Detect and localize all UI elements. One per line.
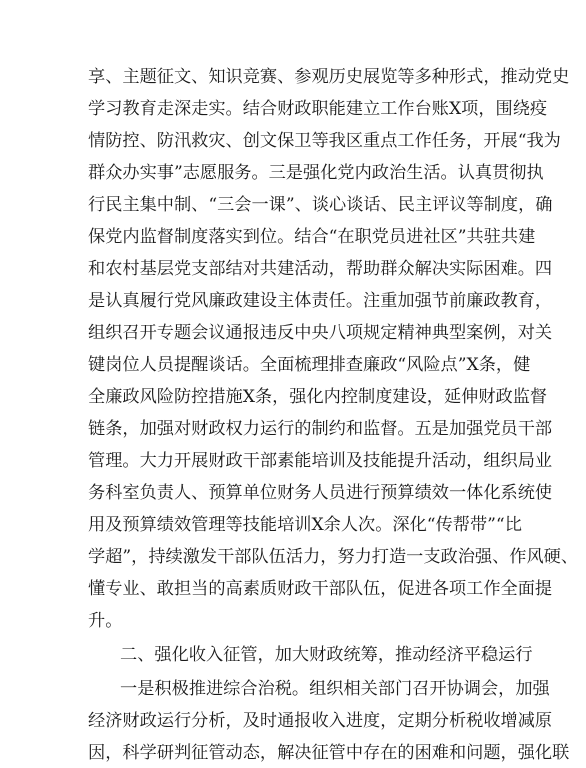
body-line-5: 行民主集中制、“三会一课”、谈心谈话、民主评议等制度，确 [88, 195, 553, 215]
body-line-8: 是认真履行党风廉政建设主体责任。注重加强节前廉政教育， [88, 291, 553, 311]
body-line-7: 和农村基层党支部结对共建活动，帮助群众解决实际困难。四 [88, 259, 553, 279]
body-line-17: 懂专业、敢担当的高素质财政干部队伍，促进各项工作全面提 [88, 579, 553, 599]
body-line-9: 组织召开专题会议通报违反中央八项规定精神典型案例，对关 [88, 323, 553, 343]
body-line-3: 情防控、防汛救灾、创文保卫等我区重点工作任务，开展“我为 [88, 131, 561, 151]
body-line-13: 管理。大力开展财政干部素能培训及技能提升活动，组织局业 [88, 451, 553, 471]
body-line-14: 务科室负责人、预算单位财务人员进行预算绩效一体化系统使 [88, 483, 553, 503]
body-line-1: 享、主题征文、知识竞赛、参观历史展览等多种形式，推动党史 [88, 67, 570, 87]
body-line-4: 群众办实事”志愿服务。三是强化党内政治生活。认真贯彻执 [88, 163, 544, 183]
section-line-2: 经济财政运行分析，及时通报收入进度，定期分析税收增减原 [88, 711, 553, 731]
body-line-15: 用及预算绩效管理等技能培训X余人次。深化“传帮带”“比 [88, 515, 522, 535]
body-line-11: 全廉政风险防控措施X条，强化内控制度建设，延伸财政监督 [88, 387, 548, 407]
body-line-18: 升。 [88, 611, 123, 631]
section-line-3: 因，科学研判征管动态，解决征管中存在的困难和问题，强化联 [88, 743, 570, 763]
body-line-6: 保党内监督制度落实到位。结合“在职党员进社区”共驻共建 [88, 227, 536, 247]
section-heading: 二、强化收入征管，加大财政统筹，推动经济平稳运行 [120, 645, 533, 665]
body-line-12: 链条，加强对财政权力运行的制约和监督。五是加强党员干部 [88, 419, 553, 439]
body-line-2: 学习教育走深走实。结合财政职能建立工作台账X项，围绕疫 [88, 99, 548, 119]
section-line-1: 一是积极推进综合治税。组织相关部门召开协调会，加强 [120, 679, 550, 699]
body-line-16: 学超”，持续激发干部队伍活力，努力打造一支政治强、作风硬、 [88, 547, 579, 567]
body-line-10: 键岗位人员提醒谈话。全面梳理排查廉政“风险点”X条，健 [88, 355, 531, 375]
